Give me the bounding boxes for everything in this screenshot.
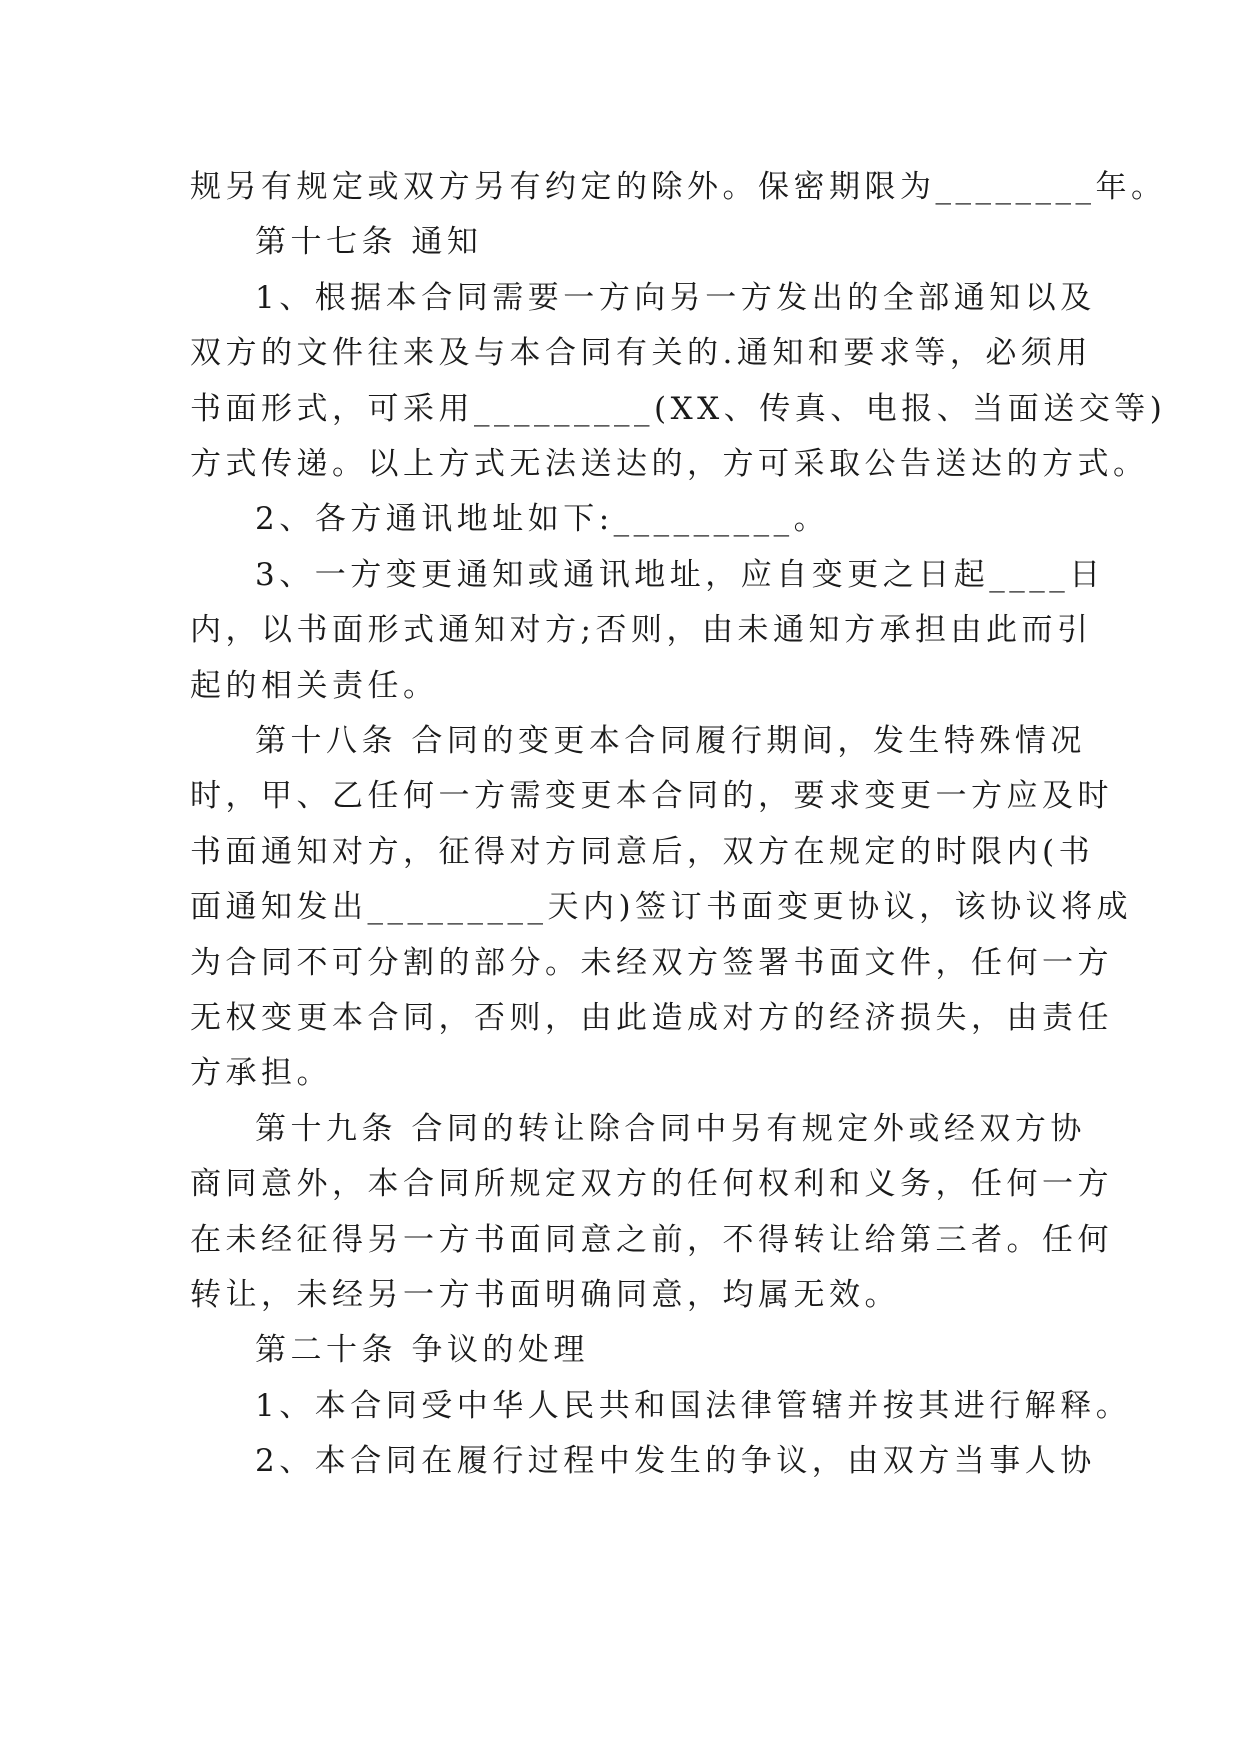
text-line: 内，以书面形式通知对方;否则，由未通知方承担由此而引 bbox=[190, 612, 1093, 648]
text-line: 为合同不可分割的部分。未经双方签署书面文件，任何一方 bbox=[190, 945, 1113, 981]
text-line: 面通知发出_________天内)签订书面变更协议，该协议将成 bbox=[190, 889, 1133, 925]
text-line: 书面通知对方，征得对方同意后，双方在规定的时限内(书 bbox=[190, 834, 1095, 870]
section-heading-19: 第十九条 合同的转让除合同中另有规定外或经双方协 bbox=[255, 1111, 1086, 1147]
section-heading-17: 第十七条 通知 bbox=[255, 224, 483, 260]
text-line: 方承担。 bbox=[190, 1055, 332, 1091]
section-heading-20: 第二十条 争议的处理 bbox=[255, 1332, 589, 1368]
text-line: 1、根据本合同需要一方向另一方发出的全部通知以及 bbox=[255, 280, 1096, 316]
text-line: 2、各方通讯地址如下:_________。 bbox=[255, 501, 830, 537]
text-line: 双方的文件往来及与本合同有关的.通知和要求等，必须用 bbox=[190, 335, 1092, 371]
text-line: 方式传递。以上方式无法送达的，方可采取公告送达的方式。 bbox=[190, 446, 1149, 482]
text-line: 在未经征得另一方书面同意之前，不得转让给第三者。任何 bbox=[190, 1222, 1113, 1258]
text-line: 3、一方变更通知或通讯地址，应自变更之日起____日 bbox=[255, 557, 1105, 593]
text-line: 2、本合同在履行过程中发生的争议，由双方当事人协 bbox=[255, 1443, 1096, 1479]
text-line: 转让，未经另一方书面明确同意，均属无效。 bbox=[190, 1277, 900, 1313]
text-line: 时，甲、乙任何一方需变更本合同的，要求变更一方应及时 bbox=[190, 778, 1113, 814]
text-line: 1、本合同受中华人民共和国法律管辖并按其进行解释。 bbox=[255, 1388, 1132, 1424]
text-line: 书面形式，可采用_________(XX、传真、电报、当面送交等) bbox=[190, 391, 1167, 427]
text-line: 无权变更本合同，否则，由此造成对方的经济损失，由责任 bbox=[190, 1000, 1113, 1036]
text-line: 规另有规定或双方另有约定的除外。保密期限为________年。 bbox=[190, 169, 1167, 205]
text-line: 起的相关责任。 bbox=[190, 668, 439, 704]
text-line: 商同意外，本合同所规定双方的任何权利和义务，任何一方 bbox=[190, 1166, 1113, 1202]
section-heading-18: 第十八条 合同的变更本合同履行期间，发生特殊情况 bbox=[255, 723, 1086, 759]
